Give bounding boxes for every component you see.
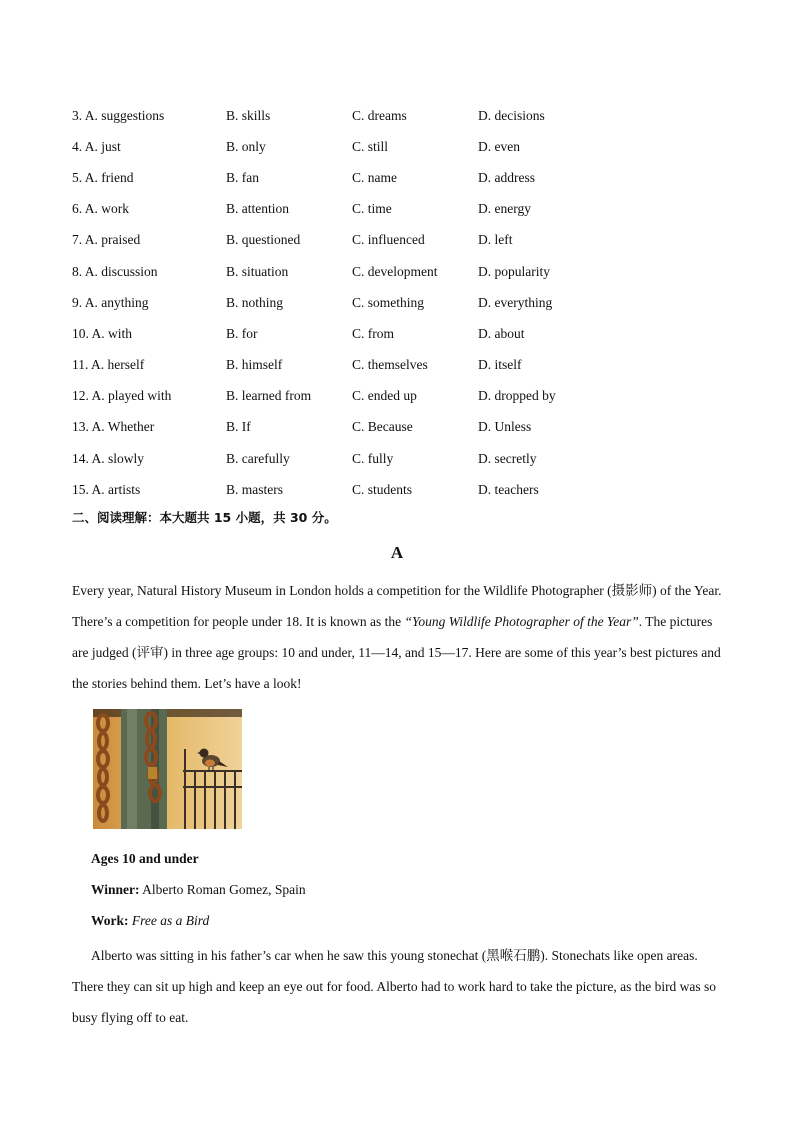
option-a bbox=[72, 232, 226, 248]
option-d: D. teachers bbox=[478, 481, 539, 497]
option-c: C. ended up bbox=[352, 388, 417, 404]
option-a-text: work bbox=[101, 201, 130, 217]
option-b: B. fan bbox=[226, 169, 259, 185]
question-number: 13. A. bbox=[72, 419, 105, 435]
section-heading: 二、阅读理解：本大题共 15 小题，共 30 分。 bbox=[72, 510, 337, 525]
option-a-text: praised bbox=[101, 232, 141, 248]
option-a bbox=[72, 451, 226, 467]
option-b: B. situation bbox=[226, 263, 289, 279]
option-d: D. left bbox=[478, 232, 513, 248]
option-a bbox=[72, 357, 226, 373]
intro-italic-title: “Young Wildlife Photographer of the Year” bbox=[404, 614, 639, 629]
question-number: 5. A. bbox=[72, 169, 98, 185]
option-b: B. learned from bbox=[226, 388, 312, 404]
question-number: 14. A. bbox=[72, 450, 105, 466]
question-number: 15. A. bbox=[72, 481, 105, 497]
option-a bbox=[72, 326, 226, 342]
winner-value: Alberto Roman Gomez, Spain bbox=[139, 882, 306, 897]
option-c: C. fully bbox=[352, 450, 394, 466]
option-b: B. only bbox=[226, 138, 266, 154]
question-number: 12. A. bbox=[72, 388, 105, 404]
option-row bbox=[72, 443, 598, 474]
option-a bbox=[72, 295, 226, 311]
option-c: C. students bbox=[352, 481, 413, 497]
question-number: 4. A. bbox=[72, 138, 98, 154]
option-row bbox=[72, 287, 598, 318]
option-b: B. skills bbox=[226, 107, 271, 123]
question-number: 7. A. bbox=[72, 232, 98, 248]
option-row bbox=[72, 350, 598, 381]
option-a-text: just bbox=[101, 138, 121, 154]
option-b: B. masters bbox=[226, 481, 283, 497]
option-c: C. something bbox=[352, 294, 425, 310]
option-a-text: with bbox=[108, 325, 133, 341]
option-a bbox=[72, 201, 226, 217]
option-d: D. dropped by bbox=[478, 388, 556, 404]
work-line bbox=[91, 913, 209, 929]
option-b: B. attention bbox=[226, 201, 289, 217]
option-a-text: slowly bbox=[108, 450, 145, 466]
option-d: D. energy bbox=[478, 201, 531, 217]
option-c: C. dreams bbox=[352, 107, 407, 123]
option-a bbox=[72, 419, 226, 435]
option-a-text: artists bbox=[108, 481, 141, 497]
option-row bbox=[72, 225, 598, 256]
option-d: D. address bbox=[478, 169, 535, 185]
winner-line bbox=[91, 882, 306, 898]
option-b: B. nothing bbox=[226, 294, 284, 310]
option-c: C. still bbox=[352, 138, 389, 154]
option-b: B. If bbox=[226, 419, 251, 435]
option-b: B. questioned bbox=[226, 232, 301, 248]
work-label: Work: bbox=[91, 913, 129, 928]
option-c: C. themselves bbox=[352, 357, 428, 373]
option-row bbox=[72, 256, 598, 287]
option-a-text: Whether bbox=[107, 419, 155, 435]
winner-label: Winner: bbox=[91, 882, 140, 897]
story-paragraph: Alberto was sitting in his father’s car when he saw this young stonechat (黑喉石鹏). Stonechats like open areas. There they can sit up high and keep an eye out for food. Alberto had to work hard to take the picture, as the bird was so busy flying off to eat. bbox=[72, 948, 717, 1025]
option-b: B. himself bbox=[226, 357, 283, 373]
question-number: 3. A. bbox=[72, 107, 98, 123]
option-row bbox=[72, 131, 598, 162]
question-number: 8. A. bbox=[72, 263, 98, 279]
stonechat-photo bbox=[93, 709, 242, 829]
option-c: C. time bbox=[352, 201, 392, 217]
option-a bbox=[72, 264, 226, 280]
intro-text-2: . The pictures are judged (评审) in three age groups: 10 and under, 11—14, and 15—17. Here are some of this year’s best pictures and the stories behind them. Let’s have a look! bbox=[72, 614, 721, 691]
option-row bbox=[72, 162, 598, 193]
work-title: Free as a Bird bbox=[131, 913, 210, 928]
option-b: B. for bbox=[226, 325, 258, 341]
option-a-text: suggestions bbox=[101, 107, 165, 123]
option-row bbox=[72, 194, 598, 225]
option-c: C. development bbox=[352, 263, 438, 279]
option-c: C. Because bbox=[352, 419, 413, 435]
option-a-text: discussion bbox=[101, 263, 158, 279]
option-b: B. carefully bbox=[226, 450, 290, 466]
question-number: 11. A. bbox=[72, 357, 105, 373]
option-c: C. name bbox=[352, 169, 397, 185]
option-c: C. from bbox=[352, 325, 394, 341]
passage-title: A bbox=[390, 543, 404, 562]
age-group-label: Ages 10 and under bbox=[91, 851, 199, 866]
option-d: D. everything bbox=[478, 294, 553, 310]
option-a-text: herself bbox=[107, 357, 145, 373]
option-d: D. about bbox=[478, 325, 525, 341]
option-a-text: played with bbox=[108, 388, 172, 404]
option-d: D. popularity bbox=[478, 263, 550, 279]
options-table bbox=[72, 100, 598, 505]
option-d: D. even bbox=[478, 138, 520, 154]
option-a bbox=[72, 139, 226, 155]
option-row bbox=[72, 100, 598, 131]
intro-text-1: Every year, Natural History Museum in London holds a competition for the Wildlife Photographer (摄影师) of the Year. There’s a competition for people under 18. It is known as the bbox=[72, 583, 722, 629]
option-a bbox=[72, 388, 226, 404]
option-row bbox=[72, 318, 598, 349]
option-a bbox=[72, 170, 226, 186]
option-d: D. secretly bbox=[478, 450, 537, 466]
option-d: D. itself bbox=[478, 357, 522, 373]
option-row bbox=[72, 474, 598, 505]
option-d: D. Unless bbox=[478, 419, 532, 435]
question-number: 9. A. bbox=[72, 294, 98, 310]
option-c: C. influenced bbox=[352, 232, 425, 248]
age-group-heading bbox=[91, 851, 199, 867]
option-a-text: friend bbox=[101, 169, 134, 185]
option-row bbox=[72, 412, 598, 443]
option-a bbox=[72, 482, 226, 498]
option-d: D. decisions bbox=[478, 107, 545, 123]
intro-paragraph bbox=[72, 575, 722, 699]
option-a bbox=[72, 108, 226, 124]
option-a-text: anything bbox=[101, 294, 149, 310]
option-row bbox=[72, 381, 598, 412]
question-number: 6. A. bbox=[72, 201, 98, 217]
question-number: 10. A. bbox=[72, 325, 105, 341]
